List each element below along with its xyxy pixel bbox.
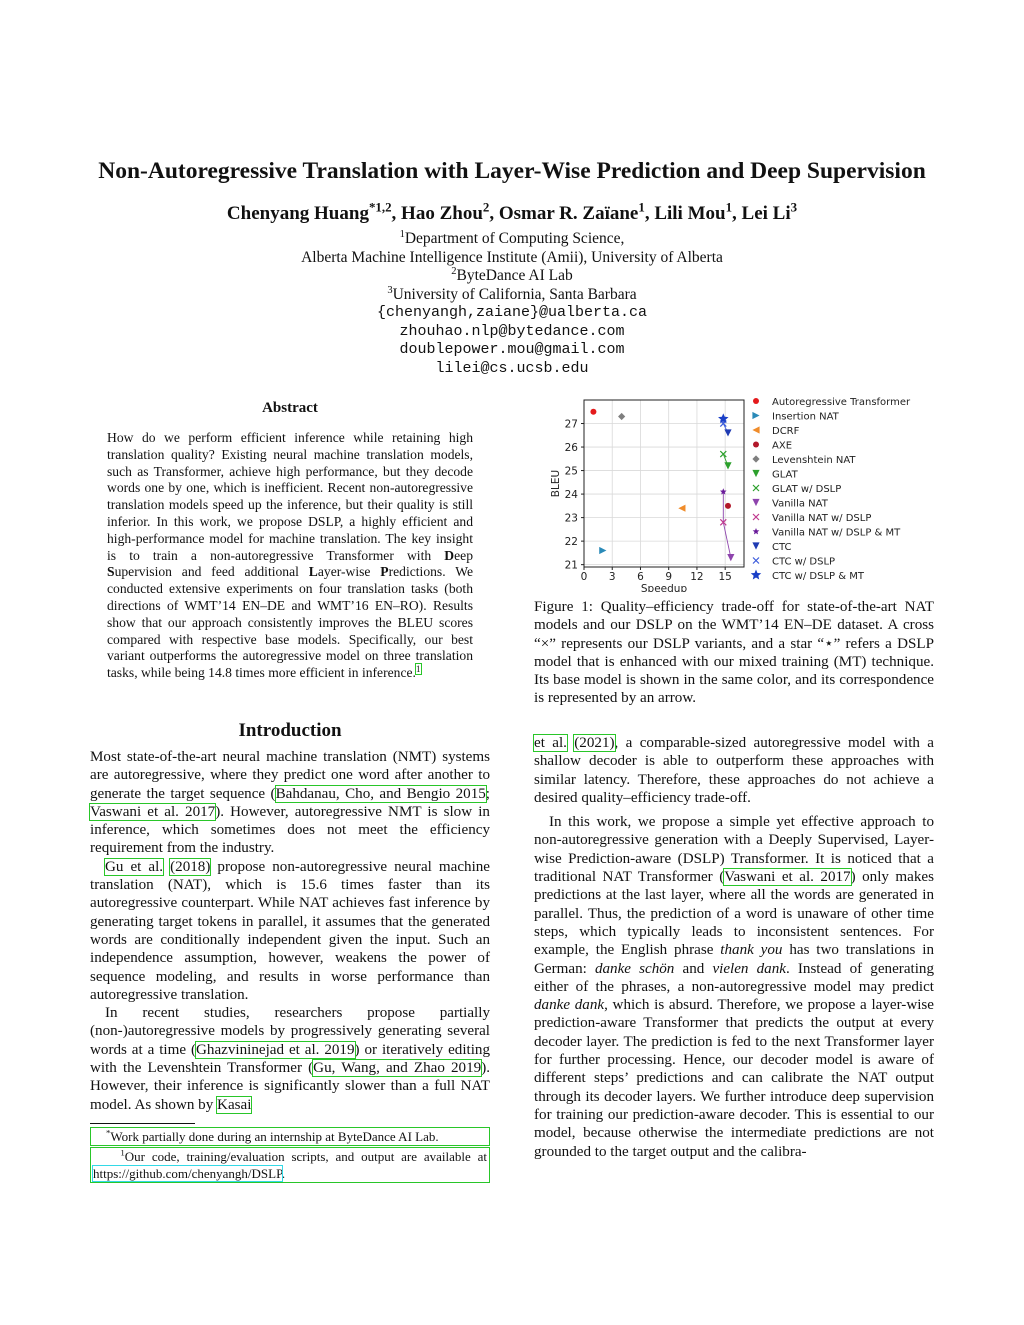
author-sup: 1 — [725, 199, 733, 215]
citation-link[interactable]: Ghazvininejad et al. 2019 — [196, 1041, 355, 1058]
legend-label: Insertion NAT — [772, 411, 839, 423]
legend-label: GLAT w/ DSLP — [772, 484, 842, 495]
data-point — [725, 503, 731, 509]
footnote: *Work partially done during an internship at ByteDance AI Lab. — [90, 1127, 490, 1146]
legend-marker — [753, 528, 760, 534]
github-link[interactable]: https://github.com/chenyangh/DSLP — [93, 1166, 282, 1181]
email-line[interactable]: {chenyangh,zaiane}@ualberta.ca — [376, 304, 648, 321]
legend-marker — [753, 485, 759, 491]
legend-marker — [753, 514, 759, 520]
intro-body — [90, 748, 490, 1114]
x-tick-label: 15 — [718, 571, 732, 583]
legend-marker — [752, 412, 759, 419]
scatter-plot — [534, 392, 934, 592]
author-list: Chenyang Huang$^{*1,2}$, Hao Zhou$^2$, Osmar R. Zaïane$^1$, Lili Mou$^1$, Lei Li$^3$ — [226, 199, 798, 224]
data-point — [590, 409, 596, 415]
y-tick-label: 21 — [564, 559, 578, 572]
data-point — [599, 547, 606, 554]
citation-link[interactable]: Vaswani et al. 2017 — [724, 869, 851, 886]
citation-link[interactable]: et al. — [534, 735, 567, 751]
figure-caption: Figure 1: Quality–efficiency trade-off for state-of-the-art NAT models and our DSLP on the WMT’14 EN–DE dataset. A cross “×” represents our DSLP variants, and a star “⋆” refers a DSLP model that is enhanced with our mixed training (MT) technique. Its base model is shown in the same color, and its correspondence is represented by an arrow. — [534, 599, 934, 707]
citation-link[interactable]: Bahdanau, Cho, and Bengio 2015 — [275, 785, 486, 802]
affiliation-line: $^3$University of California, Santa Barbara — [387, 284, 637, 303]
paragraph: In recent studies, researchers propose partially (non-)autoregressive models by progressively generating several words at a time (Ghazvininejad et al. 2019) or iteratively editing with the Levenshtein Transformer (Gu, Wang, and Zhao 2019). However, their inference is significantly slower than a full NAT model. As shown by Kasai — [90, 1005, 490, 1113]
author-sup: 2 — [482, 199, 490, 215]
citation-link[interactable]: Gu et al. — [105, 858, 164, 875]
footnote: $^1$Our code, training/evaluation scripts, and output are available at https://github.com/chenyangh/DSLP. — [90, 1147, 490, 1183]
author-sup: 3 — [790, 199, 798, 215]
email-line[interactable]: doublepower.mou@gmail.com — [399, 341, 625, 358]
y-tick-label: 26 — [564, 442, 578, 455]
affiliation-line: $^2$ByteDance AI Lab — [451, 265, 573, 284]
x-tick-label: 0 — [580, 571, 588, 583]
citation-link[interactable]: Vaswani et al. 2017 — [90, 803, 216, 820]
section-heading-introduction: Introduction — [238, 720, 342, 741]
legend-label: Vanilla NAT w/ DSLP & MT — [772, 527, 901, 539]
author-name: Lei Li — [741, 203, 791, 224]
author-sup: 1 — [638, 199, 645, 215]
abstract-text: How do we perform efficient inference while retaining high translation quality? Existing neural machine translation models, such as Transformer, achieve high performance, but they decode words one by one, which is inefficient. Recent non-autoregressive translation models speed up the inference, but their quality is still inferior. In this work, we propose DSLP, a highly efficient and high-performance model for machine translation. The key insight is to train a non-autoregressive Transformer with Deep Supervision and feed additional Layer-wise Predictions. We conducted extensive experiments on four translation tasks (both directions of WMT’14 EN–DE and WMT’16 EN–RO). Results show that our approach consistently improves the BLEU scores compared with respective base models. Specifically, our best variant outperforms the autoregressive model on three translation tasks, while being 14.8 times more efficient in inference.$^1$ — [107, 430, 474, 681]
affiliation-line: Alberta Machine Intelligence Institute (Amii), University of Alberta — [301, 248, 723, 266]
legend-label: CTC w/ DSLP & MT — [772, 571, 864, 582]
x-tick-label: 12 — [690, 571, 704, 583]
footnote-link[interactable]: 1 — [415, 663, 421, 674]
legend-marker — [753, 398, 759, 404]
legend-marker — [752, 455, 759, 462]
paragraph: Gu et al. (2018) propose non-autoregressive neural machine translation (NAT), which is 15.6 times faster than its autoregressive counterpart. While NAT achieves fast inference by generating target tokens in parallel, it assumes that the generated words are conditionally independent given the input. Such an independence assumption, however, weakens the power of sequence modeling, and results in worse performance than autoregressive translation. — [90, 858, 491, 1003]
legend-marker — [752, 542, 759, 549]
y-tick-label: 24 — [564, 489, 578, 502]
y-tick-label: 27 — [564, 418, 578, 431]
footnote-rule — [90, 1123, 195, 1124]
legend-label: Autoregressive Transformer — [772, 397, 911, 408]
legend-label: Vanilla NAT w/ DSLP — [772, 513, 872, 524]
x-tick-label: 6 — [637, 571, 644, 583]
affiliations — [0, 230, 1024, 378]
citation-link[interactable]: (2018) — [170, 858, 211, 875]
author-name: Chenyang Huang — [226, 203, 369, 224]
x-tick-label: 3 — [608, 571, 616, 583]
legend-label: Levenshtein NAT — [772, 455, 856, 466]
legend-label: CTC w/ DSLP — [772, 556, 836, 568]
email-line[interactable]: lilei@cs.ucsb.edu — [435, 359, 589, 377]
y-tick-label: 22 — [564, 536, 578, 549]
data-point — [618, 413, 625, 420]
author-name: Hao Zhou — [401, 203, 483, 224]
citation-link[interactable]: Gu, Wang, and Zhao 2019 — [313, 1060, 482, 1077]
legend-marker — [752, 470, 759, 477]
legend-label: AXE — [772, 440, 793, 452]
data-point — [678, 505, 685, 512]
y-tick-label: 25 — [564, 465, 578, 478]
legend-label: CTC — [772, 542, 792, 553]
email-line[interactable]: zhouhao.nlp@bytedance.com — [399, 322, 625, 340]
figure-1-chart — [534, 392, 934, 592]
arrow-line — [723, 522, 731, 557]
data-point — [727, 554, 734, 561]
legend-marker — [752, 426, 759, 433]
legend-marker — [751, 570, 761, 580]
legend-label: Vanilla NAT — [772, 498, 828, 510]
author-name: Lili Mou — [654, 203, 726, 224]
citation-link[interactable]: (2021) — [574, 735, 615, 751]
paragraph: In this work, we propose a simple yet effective approach to non-autoregressive generation with a Deeply Supervised, Layer-wise Prediction-aware (DSLP) Transformer. It is noticed that a traditional NAT Transformer (Vaswani et al. 2017) only makes predictions at the last layer, where all the words are generated in parallel. Thus, the prediction of a word is unaware of other time steps, which typically leads to inconsistent sentences. For example, the English phrase thank you has two translations in German: danke schön and vielen dank. Instead of generating either of the phrases, a non-autoregressive model may predict danke dank, which is absurd. Therefore, we propose a layer-wise prediction-aware Transformer that predicts the output at every decoder layer. The prediction is fed to the next Transformer layer for further processing. Hence, our decoder model is aware of different steps’ predictions and can calibrate the NAT output through its decoder layers. We further introduce deep supervision for training our prediction-aware decoder. This is essential to our model, because otherwise the intermediate predictions are not grounded to the target output and the calibra- — [534, 814, 935, 1160]
legend-label: GLAT — [772, 469, 798, 481]
x-axis-label: Speedup — [640, 583, 688, 592]
footnotes — [90, 1127, 490, 1183]
y-tick-label: 23 — [564, 512, 578, 525]
abstract-heading: Abstract — [262, 400, 318, 416]
paper-title: Non-Autoregressive Translation with Layer-Wise Prediction and Deep Supervision — [98, 158, 926, 184]
legend-marker — [752, 499, 759, 506]
right-column-body — [534, 734, 934, 1161]
author-sup: *1,2 — [368, 199, 392, 215]
citation-link[interactable]: Kasai — [217, 1096, 252, 1113]
legend-label: DCRF — [772, 426, 800, 437]
affiliation-line: $^1$Department of Computing Science, — [399, 228, 625, 247]
author-name: Osmar R. Zaïane — [498, 203, 639, 224]
paragraph: et al. (2021), a comparable-sized autoregressive model with a shallow decoder is able to outperform these approaches with similar latency. Therefore, these approaches do not achieve a desired quality–efficiency trade-off. — [534, 735, 934, 806]
paragraph: Most state-of-the-art neural machine translation (NMT) systems are autoregressive, where they predict one word after another to generate the target sequence (Bahdanau, Cho, and Bengio 2015; Vaswani et al. 2017). However, autoregressive NMT is slow in inference, which sometimes does not meet the efficiency requirement from the industry. — [90, 749, 490, 857]
plot-frame — [584, 400, 744, 567]
x-tick-label: 9 — [665, 571, 673, 583]
y-axis-label: BLEU — [550, 469, 562, 498]
legend-marker — [753, 442, 759, 448]
legend-marker — [753, 558, 759, 564]
